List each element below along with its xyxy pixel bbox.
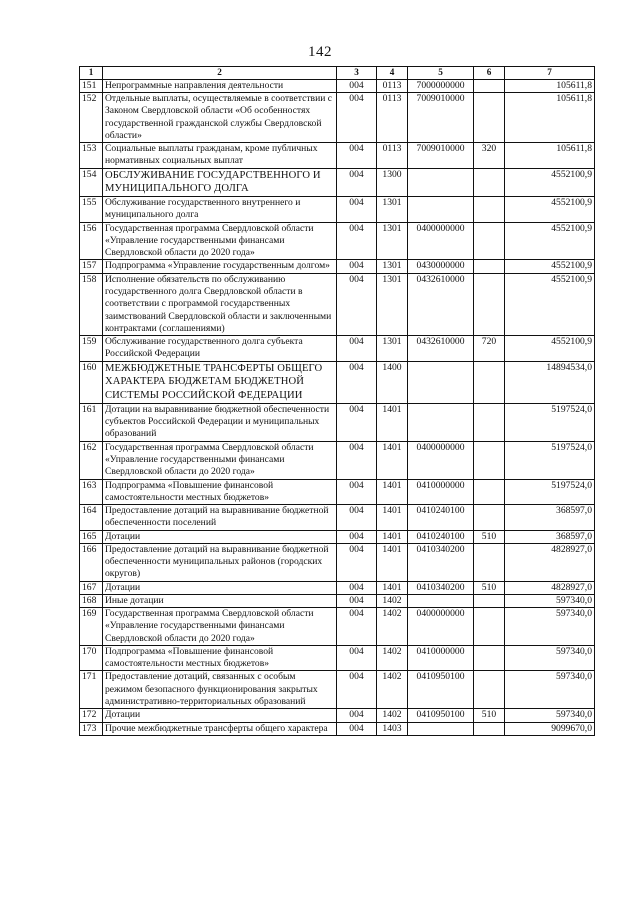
column-header: 6 <box>474 67 505 80</box>
table-row <box>80 479 595 505</box>
row-number: 160 <box>80 361 103 403</box>
section-code: 1401 <box>377 479 408 505</box>
table-row <box>80 79 595 92</box>
table-row <box>80 530 595 543</box>
target-article-code: 7009010000 <box>408 93 474 143</box>
row-number: 166 <box>80 543 103 581</box>
row-number: 163 <box>80 479 103 505</box>
budget-table <box>79 66 595 736</box>
section-code: 1401 <box>377 403 408 441</box>
row-number: 158 <box>80 273 103 335</box>
row-description: Дотации <box>103 581 337 594</box>
table-body <box>80 79 595 735</box>
expense-type-code: 720 <box>474 336 505 362</box>
ministry-code: 004 <box>337 530 377 543</box>
row-number: 169 <box>80 608 103 646</box>
section-code: 1403 <box>377 722 408 735</box>
ministry-code: 004 <box>337 608 377 646</box>
ministry-code: 004 <box>337 93 377 143</box>
ministry-code: 004 <box>337 722 377 735</box>
ministry-code: 004 <box>337 645 377 671</box>
target-article-code <box>408 722 474 735</box>
table-row <box>80 168 595 197</box>
table-header-row <box>80 67 595 80</box>
table-row <box>80 671 595 709</box>
column-header: 7 <box>505 67 595 80</box>
amount: 597340,0 <box>505 645 595 671</box>
target-article-code <box>408 403 474 441</box>
column-header: 5 <box>408 67 474 80</box>
column-header: 3 <box>337 67 377 80</box>
table-row <box>80 260 595 273</box>
ministry-code: 004 <box>337 709 377 722</box>
expense-type-code <box>474 608 505 646</box>
row-description: Дотации <box>103 530 337 543</box>
row-description: Подпрограмма «Повышение финансовой самостоятельности местных бюджетов» <box>103 479 337 505</box>
amount: 14894534,0 <box>505 361 595 403</box>
row-description: Обслуживание государственного долга субъекта Российской Федерации <box>103 336 337 362</box>
column-header: 2 <box>103 67 337 80</box>
target-article-code: 0410340200 <box>408 581 474 594</box>
row-description: Подпрограмма «Повышение финансовой самостоятельности местных бюджетов» <box>103 645 337 671</box>
target-article-code: 0400000000 <box>408 441 474 479</box>
expense-type-code <box>474 645 505 671</box>
ministry-code: 004 <box>337 197 377 223</box>
row-description: Исполнение обязательств по обслуживанию государственного долга Свердловской области в соответствии с программой государственных заимствований Свердловской области и заключенными контрактами (соглашениями) <box>103 273 337 335</box>
row-description: Обслуживание государственного внутреннего и муниципального долга <box>103 197 337 223</box>
amount: 597340,0 <box>505 608 595 646</box>
ministry-code: 004 <box>337 336 377 362</box>
expense-type-code: 510 <box>474 709 505 722</box>
amount: 5197524,0 <box>505 441 595 479</box>
ministry-code: 004 <box>337 505 377 531</box>
column-header: 1 <box>80 67 103 80</box>
section-code: 0113 <box>377 79 408 92</box>
row-number: 152 <box>80 93 103 143</box>
row-description: Иные дотации <box>103 594 337 607</box>
row-number: 162 <box>80 441 103 479</box>
row-number: 171 <box>80 671 103 709</box>
ministry-code: 004 <box>337 594 377 607</box>
target-article-code: 7000000000 <box>408 79 474 92</box>
ministry-code: 004 <box>337 222 377 260</box>
row-description: Государственная программа Свердловской области «Управление государственными финансами Свердловской области до 2020 года» <box>103 608 337 646</box>
target-article-code: 0432610000 <box>408 273 474 335</box>
row-number: 172 <box>80 709 103 722</box>
amount: 4552100,9 <box>505 197 595 223</box>
amount: 4828927,0 <box>505 581 595 594</box>
table-row <box>80 143 595 169</box>
amount: 105611,8 <box>505 143 595 169</box>
target-article-code <box>408 168 474 197</box>
expense-type-code <box>474 361 505 403</box>
amount: 597340,0 <box>505 709 595 722</box>
row-number: 165 <box>80 530 103 543</box>
row-description: Государственная программа Свердловской области «Управление государственными финансами Свердловской области до 2020 года» <box>103 441 337 479</box>
row-description: Предоставление дотаций, связанных с особым режимом безопасного функционирования закрытых административно-территориальных образований <box>103 671 337 709</box>
expense-type-code: 320 <box>474 143 505 169</box>
target-article-code: 0410000000 <box>408 645 474 671</box>
target-article-code: 0410950100 <box>408 709 474 722</box>
amount: 4828927,0 <box>505 543 595 581</box>
target-article-code: 0410240100 <box>408 530 474 543</box>
amount: 597340,0 <box>505 671 595 709</box>
table-row <box>80 222 595 260</box>
row-number: 168 <box>80 594 103 607</box>
expense-type-code <box>474 273 505 335</box>
table-row <box>80 336 595 362</box>
table-row <box>80 197 595 223</box>
amount: 105611,8 <box>505 79 595 92</box>
expense-type-code <box>474 722 505 735</box>
section-code: 1400 <box>377 361 408 403</box>
page-number: 142 <box>308 44 332 60</box>
ministry-code: 004 <box>337 168 377 197</box>
ministry-code: 004 <box>337 403 377 441</box>
row-number: 164 <box>80 505 103 531</box>
row-number: 155 <box>80 197 103 223</box>
expense-type-code <box>474 197 505 223</box>
target-article-code: 0410340200 <box>408 543 474 581</box>
ministry-code: 004 <box>337 543 377 581</box>
section-code: 1401 <box>377 581 408 594</box>
target-article-code: 7009010000 <box>408 143 474 169</box>
table-row <box>80 543 595 581</box>
row-description: Отдельные выплаты, осуществляемые в соответствии с Законом Свердловской области «Об особенностях государственной гражданской службы Свердловской области» <box>103 93 337 143</box>
expense-type-code: 510 <box>474 581 505 594</box>
amount: 5197524,0 <box>505 479 595 505</box>
amount: 4552100,9 <box>505 222 595 260</box>
row-number: 170 <box>80 645 103 671</box>
table-row <box>80 645 595 671</box>
row-description: Предоставление дотаций на выравнивание бюджетной обеспеченности муниципальных районов (городских округов) <box>103 543 337 581</box>
section-code: 1401 <box>377 505 408 531</box>
expense-type-code <box>474 93 505 143</box>
table-row <box>80 441 595 479</box>
row-number: 151 <box>80 79 103 92</box>
row-description: Подпрограмма «Управление государственным долгом» <box>103 260 337 273</box>
ministry-code: 004 <box>337 441 377 479</box>
ministry-code: 004 <box>337 143 377 169</box>
section-code: 1301 <box>377 197 408 223</box>
amount: 368597,0 <box>505 530 595 543</box>
section-code: 1301 <box>377 222 408 260</box>
amount: 368597,0 <box>505 505 595 531</box>
row-number: 173 <box>80 722 103 735</box>
table-row <box>80 594 595 607</box>
ministry-code: 004 <box>337 479 377 505</box>
ministry-code: 004 <box>337 361 377 403</box>
row-number: 161 <box>80 403 103 441</box>
section-code: 1401 <box>377 441 408 479</box>
amount: 4552100,9 <box>505 336 595 362</box>
table-row <box>80 608 595 646</box>
row-description: Социальные выплаты гражданам, кроме публичных нормативных социальных выплат <box>103 143 337 169</box>
row-number: 167 <box>80 581 103 594</box>
amount: 4552100,9 <box>505 273 595 335</box>
expense-type-code <box>474 441 505 479</box>
amount: 105611,8 <box>505 93 595 143</box>
row-description: Прочие межбюджетные трансферты общего характера <box>103 722 337 735</box>
section-code: 0113 <box>377 143 408 169</box>
section-code: 1301 <box>377 273 408 335</box>
section-code: 1402 <box>377 645 408 671</box>
target-article-code: 0432610000 <box>408 336 474 362</box>
table-row <box>80 273 595 335</box>
target-article-code <box>408 361 474 403</box>
section-code: 1402 <box>377 608 408 646</box>
table-row <box>80 403 595 441</box>
expense-type-code <box>474 505 505 531</box>
expense-type-code <box>474 403 505 441</box>
row-description: Непрограммные направления деятельности <box>103 79 337 92</box>
table-row <box>80 361 595 403</box>
amount: 4552100,9 <box>505 260 595 273</box>
row-description: Государственная программа Свердловской области «Управление государственными финансами Свердловской области до 2020 года» <box>103 222 337 260</box>
row-description: Дотации на выравнивание бюджетной обеспеченности субъектов Российской Федерации и муниципальных образований <box>103 403 337 441</box>
expense-type-code <box>474 594 505 607</box>
row-description: МЕЖБЮДЖЕТНЫЕ ТРАНСФЕРТЫ ОБЩЕГО ХАРАКТЕРА БЮДЖЕТАМ БЮДЖЕТНОЙ СИСТЕМЫ РОССИЙСКОЙ ФЕДЕРАЦИИ <box>103 361 337 403</box>
section-code: 1301 <box>377 336 408 362</box>
target-article-code: 0410950100 <box>408 671 474 709</box>
amount: 4552100,9 <box>505 168 595 197</box>
target-article-code: 0430000000 <box>408 260 474 273</box>
target-article-code <box>408 197 474 223</box>
target-article-code: 0410000000 <box>408 479 474 505</box>
ministry-code: 004 <box>337 260 377 273</box>
row-number: 153 <box>80 143 103 169</box>
row-number: 154 <box>80 168 103 197</box>
table-row <box>80 93 595 143</box>
row-description: ОБСЛУЖИВАНИЕ ГОСУДАРСТВЕННОГО И МУНИЦИПАЛЬНОГО ДОЛГА <box>103 168 337 197</box>
target-article-code: 0400000000 <box>408 608 474 646</box>
ministry-code: 004 <box>337 671 377 709</box>
target-article-code: 0400000000 <box>408 222 474 260</box>
ministry-code: 004 <box>337 273 377 335</box>
amount: 597340,0 <box>505 594 595 607</box>
table-row <box>80 505 595 531</box>
expense-type-code <box>474 479 505 505</box>
expense-type-code: 510 <box>474 530 505 543</box>
ministry-code: 004 <box>337 79 377 92</box>
expense-type-code <box>474 543 505 581</box>
expense-type-code <box>474 168 505 197</box>
column-header: 4 <box>377 67 408 80</box>
section-code: 1402 <box>377 594 408 607</box>
section-code: 1402 <box>377 671 408 709</box>
ministry-code: 004 <box>337 581 377 594</box>
target-article-code: 0410240100 <box>408 505 474 531</box>
target-article-code <box>408 594 474 607</box>
table-row <box>80 581 595 594</box>
table-row <box>80 709 595 722</box>
row-description: Предоставление дотаций на выравнивание бюджетной обеспеченности поселений <box>103 505 337 531</box>
section-code: 1300 <box>377 168 408 197</box>
row-description: Дотации <box>103 709 337 722</box>
section-code: 1301 <box>377 260 408 273</box>
section-code: 1401 <box>377 543 408 581</box>
row-number: 156 <box>80 222 103 260</box>
amount: 9099670,0 <box>505 722 595 735</box>
expense-type-code <box>474 260 505 273</box>
row-number: 159 <box>80 336 103 362</box>
row-number: 157 <box>80 260 103 273</box>
section-code: 0113 <box>377 93 408 143</box>
expense-type-code <box>474 671 505 709</box>
section-code: 1401 <box>377 530 408 543</box>
amount: 5197524,0 <box>505 403 595 441</box>
table-row <box>80 722 595 735</box>
expense-type-code <box>474 222 505 260</box>
expense-type-code <box>474 79 505 92</box>
section-code: 1402 <box>377 709 408 722</box>
